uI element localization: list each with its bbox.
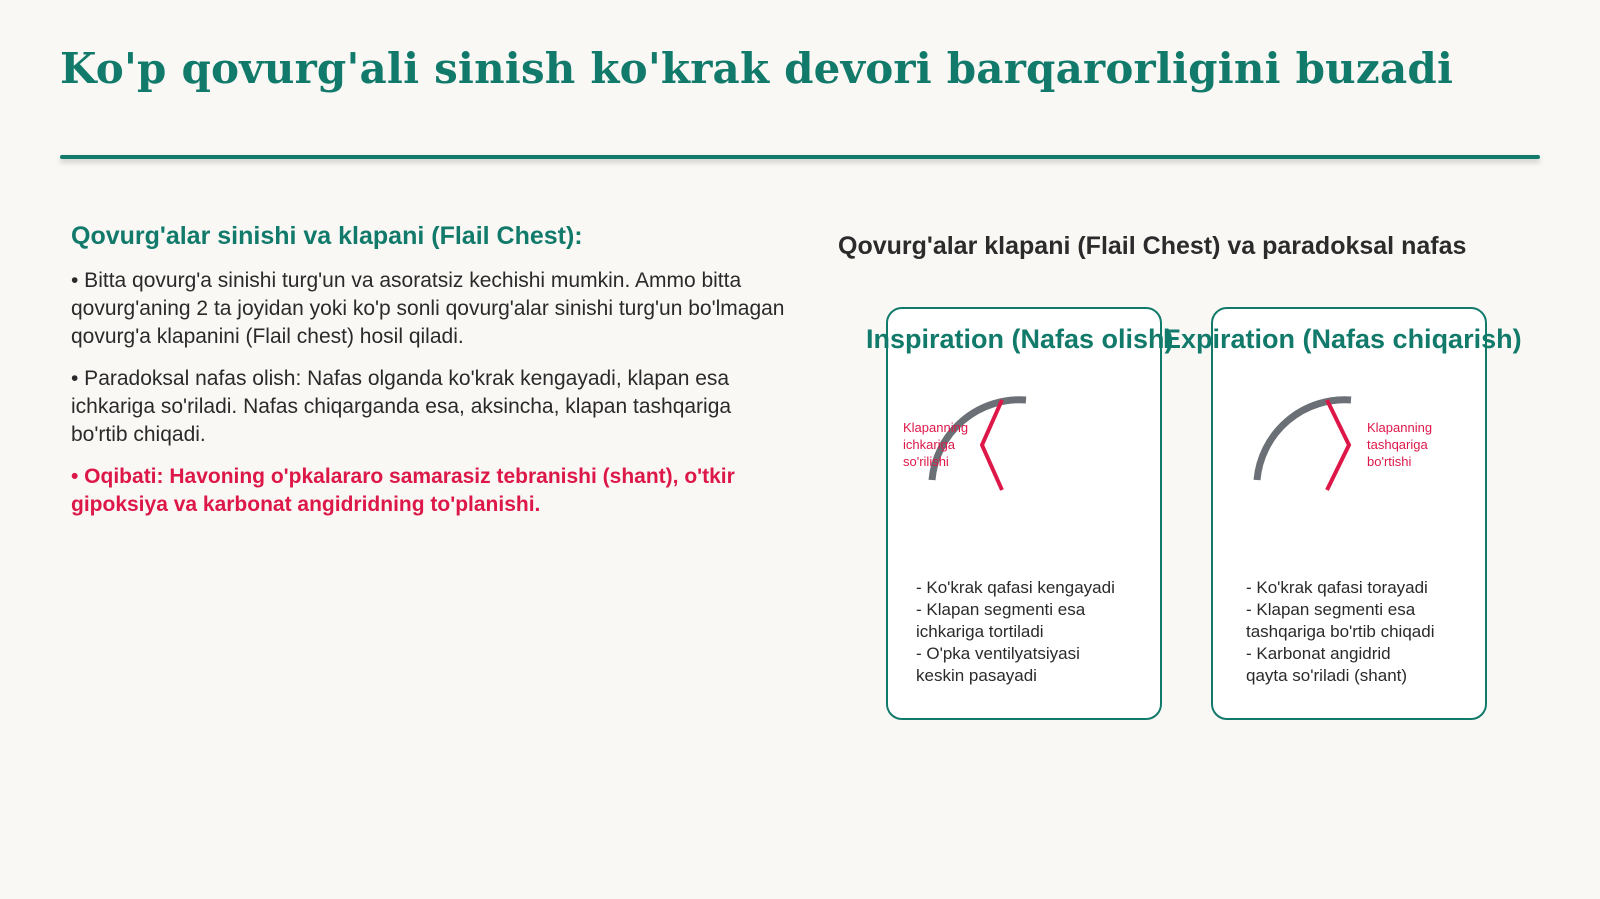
diagram-title: Qovurg'alar klapani (Flail Chest) va paradoksal nafas	[838, 232, 1467, 260]
flail-segment-outward	[1327, 400, 1349, 490]
expiration-figure	[1211, 390, 1487, 510]
note-line: - O'pka ventilyatsiyasi	[916, 644, 1080, 663]
bullet-paradoxical-breathing: • Paradoksal nafas olish: Nafas olganda ko'krak kengayadi, klapan esa ichkariga so'riladi. Nafas chiqarganda esa, aksincha, klapan tashqariga bo'rtib chiqadi.	[71, 367, 732, 446]
explanation-column	[71, 222, 791, 533]
slide-title: Ko'p qovurg'ali sinish ko'krak devori barqarorligini buzadi	[60, 44, 1454, 93]
title-divider	[60, 155, 1540, 159]
inspiration-heading: Inspiration (Nafas olish)	[866, 324, 1174, 354]
note-line: - Klapan segmenti esa	[916, 600, 1086, 619]
note-line: tashqariga bo'rtib chiqadi	[1246, 622, 1435, 641]
flail-segment-inward	[982, 400, 1002, 490]
note-line: - Klapan segmenti esa	[1246, 600, 1416, 619]
note-line: - Ko'krak qafasi torayadi	[1246, 578, 1428, 597]
note-line: qayta so'riladi (shant)	[1246, 666, 1408, 685]
note-line: - Karbonat angidrid	[1246, 644, 1391, 663]
expiration-notes	[1246, 577, 1481, 687]
inspiration-figure	[886, 390, 1162, 510]
note-line: keskin pasayadi	[916, 666, 1037, 685]
section-heading: Qovurg'alar sinishi va klapani (Flail Chest):	[71, 222, 583, 250]
note-line: ichkariga tortiladi	[916, 622, 1044, 641]
bullet-consequence: • Oqibati: Havoning o'pkalararo samarasiz tebranishi (shant), o'tkir gipoksiya va karbonat angidridning to'planishi.	[71, 465, 735, 516]
expiration-heading: Expiration (Nafas chiqarish)	[1163, 324, 1522, 354]
bullet-single-rib-fracture: • Bitta qovurg'a sinishi turg'un va asoratsiz kechishi mumkin. Ammo bitta qovurg'aning 2 ta joyidan yoki ko'p sonli qovurg'alar sinishi turg'un bo'lmagan qovurg'a klapanini (Flail chest) hosil qiladi.	[71, 269, 785, 348]
note-line: - Ko'krak qafasi kengayadi	[916, 578, 1115, 597]
figure-label-outward: Klapanning tashqariga bo'rtishi	[1367, 420, 1433, 469]
inspiration-notes	[916, 577, 1151, 687]
figure-label-inward: Klapanning ichkariga so'rilishi	[903, 420, 969, 469]
